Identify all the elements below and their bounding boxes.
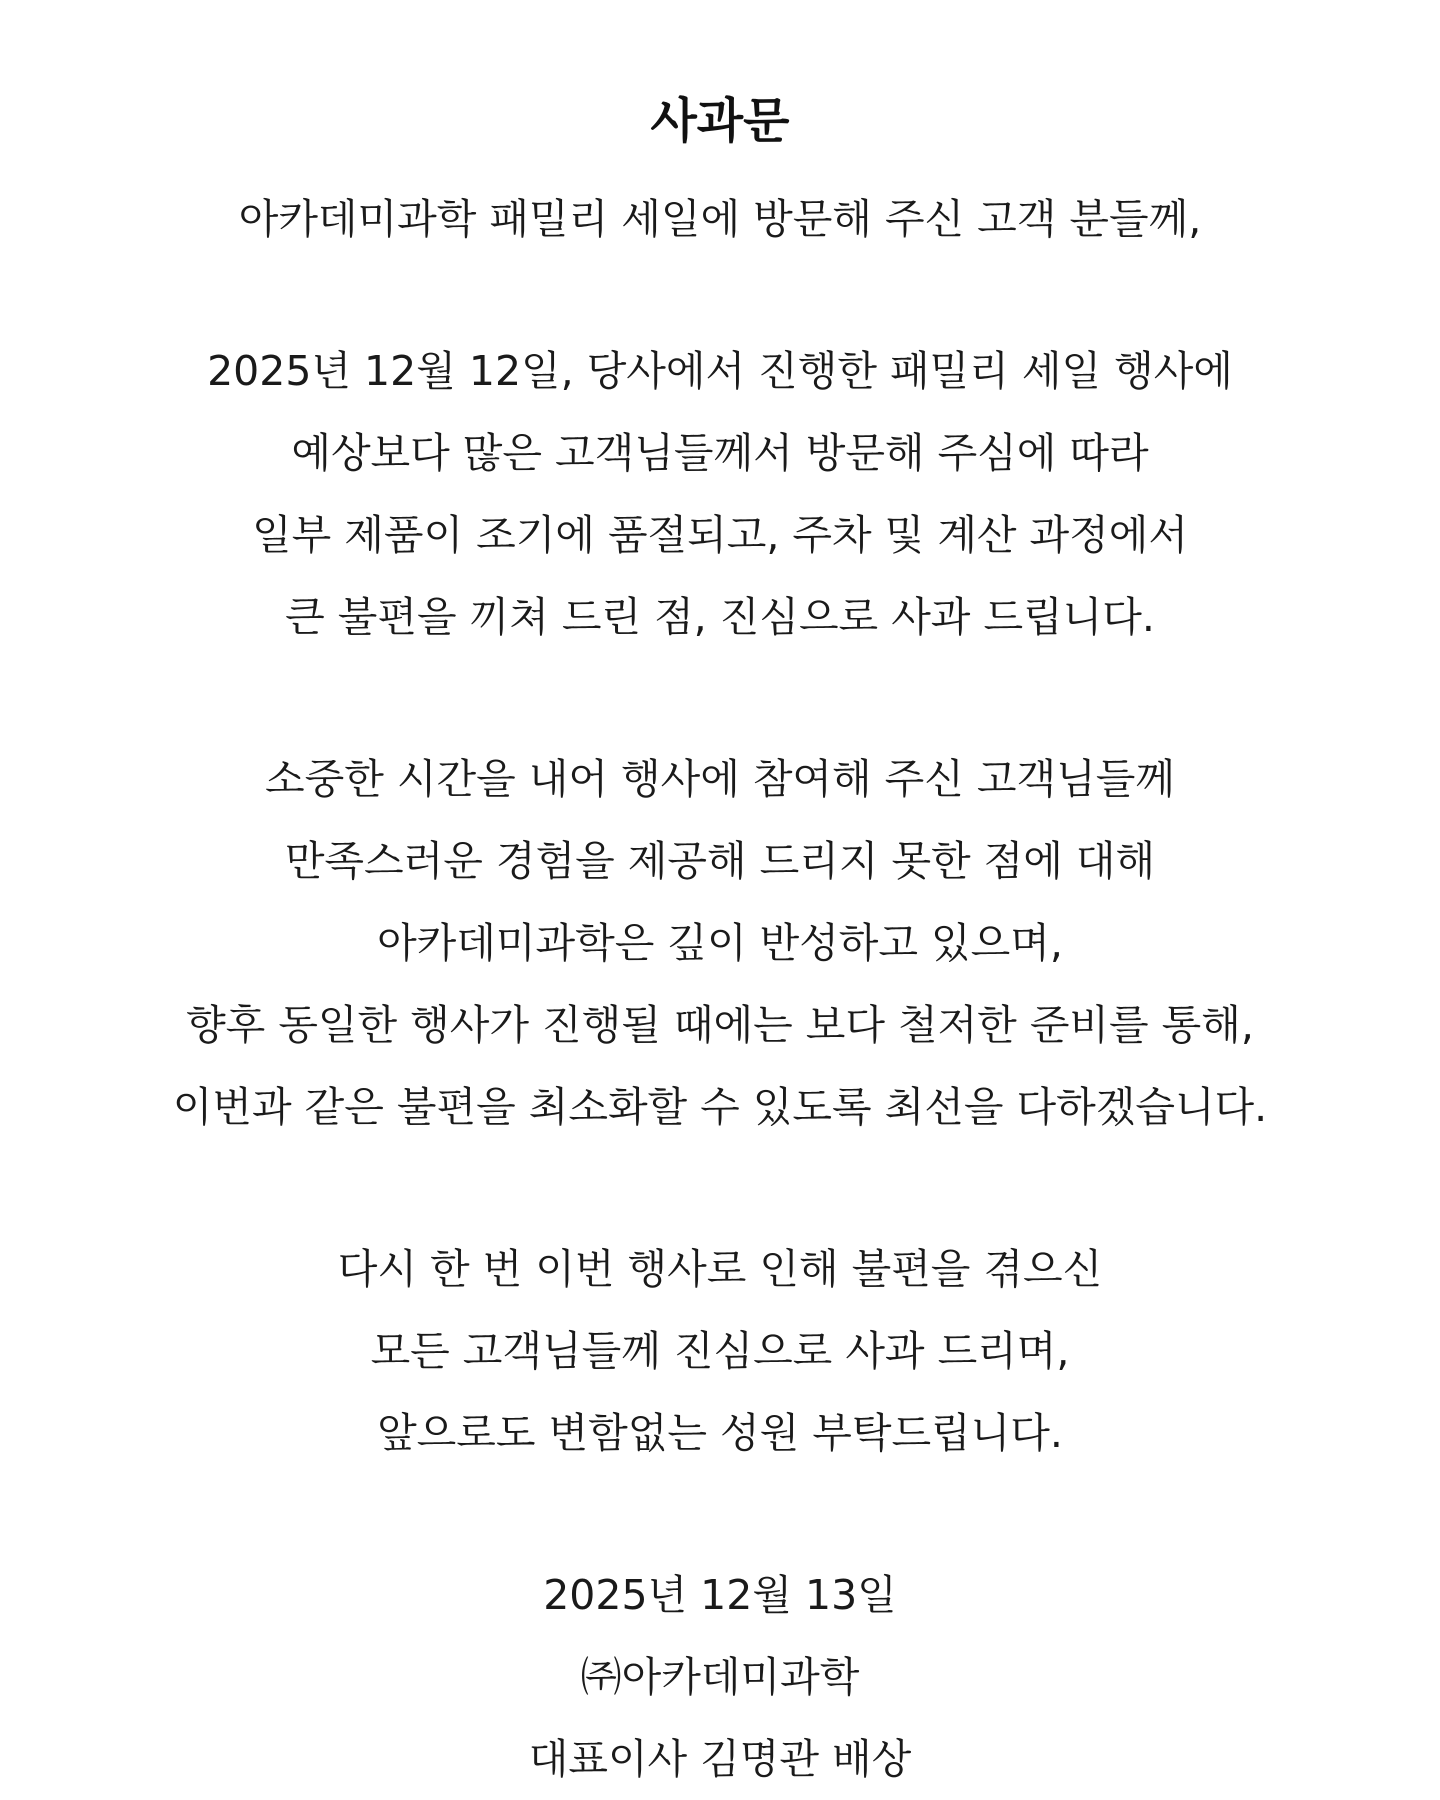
- paragraph-incident: [0, 330, 1440, 658]
- signoff-date: 2025년 12월 13일: [543, 1571, 897, 1619]
- paragraph-line: 모든 고객님들께 진심으로 사과 드리며,: [370, 1327, 1070, 1375]
- document-title: 사과문: [650, 93, 790, 149]
- signoff-company: ㈜아카데미과학: [580, 1653, 860, 1701]
- paragraph-line: 다시 한 번 이번 행사로 인해 불편을 겪으신: [337, 1245, 1103, 1293]
- paragraph-line: 향후 동일한 행사가 진행될 때에는 보다 철저한 준비를 통해,: [186, 1001, 1254, 1049]
- paragraph-line: 아카데미과학은 깊이 반성하고 있으며,: [377, 919, 1063, 967]
- paragraph-closing: [0, 1228, 1440, 1474]
- greeting-line: 아카데미과학 패밀리 세일에 방문해 주신 고객 분들께,: [238, 195, 1202, 243]
- paragraph-reflection: [0, 738, 1440, 1148]
- paragraph-line: 2025년 12월 12일, 당사에서 진행한 패밀리 세일 행사에: [207, 347, 1233, 395]
- paragraph-line: 소중한 시간을 내어 행사에 참여해 주신 고객님들께: [265, 755, 1175, 803]
- paragraph-line: 일부 제품이 조기에 품절되고, 주차 및 계산 과정에서: [252, 511, 1188, 559]
- paragraph-line: 만족스러운 경험을 제공해 드리지 못한 점에 대해: [284, 837, 1156, 885]
- signoff-block: [0, 1554, 1440, 1800]
- paragraph-line: 이번과 같은 불편을 최소화할 수 있도록 최선을 다하겠습니다.: [172, 1083, 1268, 1131]
- paragraph-line: 앞으로도 변함없는 성원 부탁드립니다.: [377, 1409, 1063, 1457]
- paragraph-line: 큰 불편을 끼쳐 드린 점, 진심으로 사과 드립니다.: [285, 593, 1155, 641]
- paragraph-line: 예상보다 많은 고객님들께서 방문해 주심에 따라: [291, 429, 1149, 477]
- signoff-signatory: 대표이사 김명관 배상: [528, 1735, 912, 1783]
